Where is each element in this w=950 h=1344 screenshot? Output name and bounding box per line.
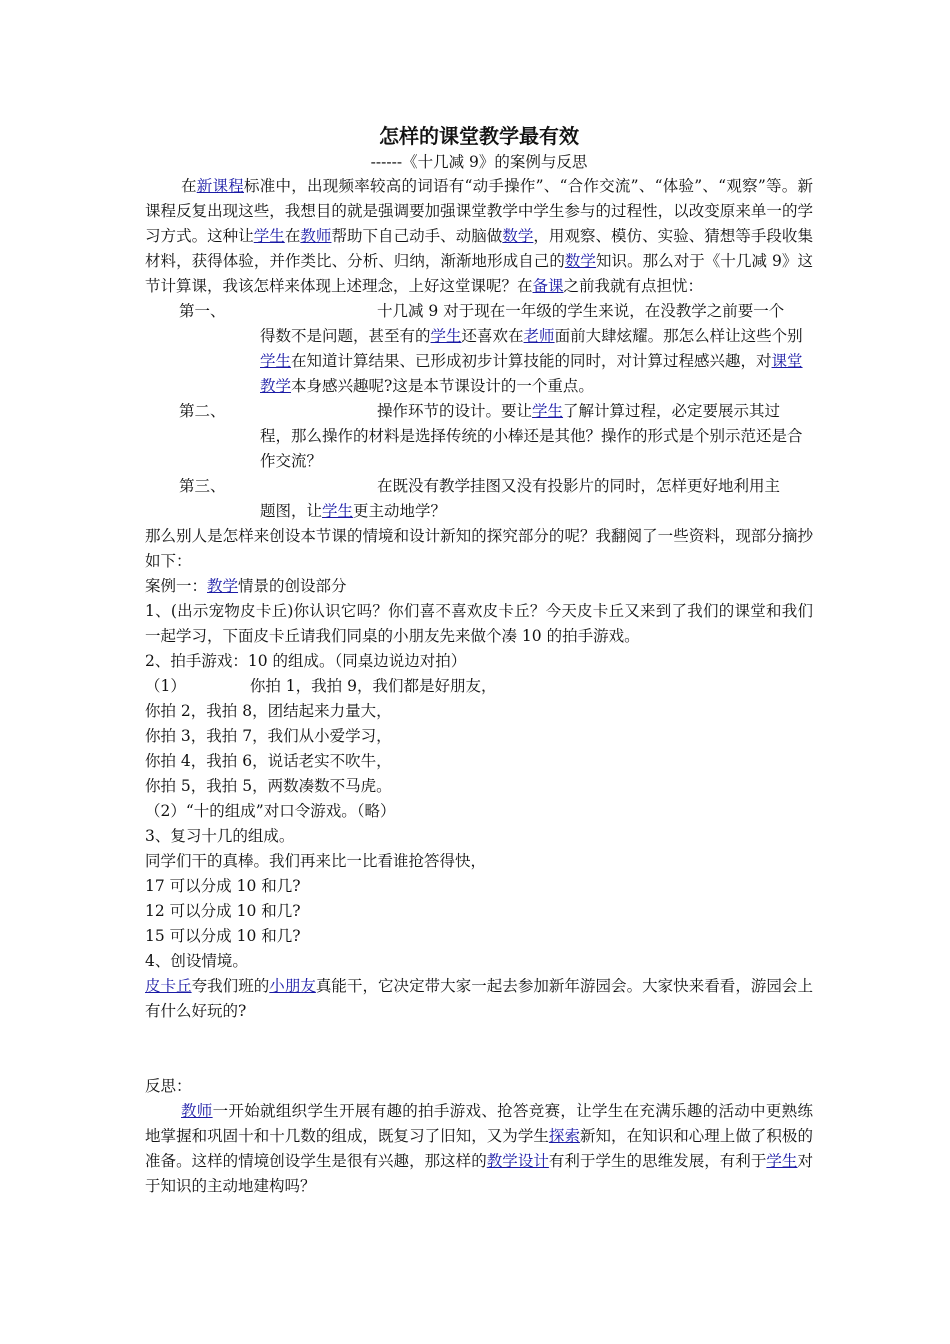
case-q2: 12 可以分成 10 和几?	[145, 902, 301, 920]
link-beike[interactable]: 备课	[532, 277, 564, 295]
link-xuesheng-p3[interactable]: 学生	[322, 502, 354, 520]
intro-paragraph: 在新课程标准中，出现频率较高的词语有“动手操作”、“合作交流”、“体验”、“观察”等。新课程反复出现这些，我想目的就是强调要加强课堂教学中学生参与的过程性，以改变原来单一的学习方式。这种让学生在教师帮助下自己动手、动脑做数学，用观察、模仿、实验、猜想等手段收集材料，获得体验，并作类比、分析、归纳，渐渐地形成自己的数学知识。那么对于《十几减 9》这节计算课，我该怎样来体现上述理念，上好这堂课呢？在备课之前我就有点担忧：	[145, 177, 813, 295]
document-title: 怎样的课堂教学最有效	[379, 124, 579, 148]
link-xuesheng-p1[interactable]: 学生	[430, 327, 462, 345]
case-praise: 同学们干的真棒。我们再来比一比看谁抢答得快，	[145, 852, 487, 870]
link-pikaqiu[interactable]: 皮卡丘	[145, 977, 192, 995]
link-laoshi[interactable]: 老师	[523, 327, 555, 345]
case-q3: 15 可以分成 10 和几?	[145, 927, 301, 945]
point-one	[145, 299, 813, 399]
case-heading: 案例一：教学情景的创设部分	[145, 577, 347, 595]
case-game-2: （2）“十的组成”对口令游戏。（略）	[145, 802, 396, 820]
link-shuxue[interactable]: 数学	[502, 227, 534, 245]
link-xinkecheng[interactable]: 新课程	[196, 177, 244, 195]
link-xuesheng[interactable]: 学生	[253, 227, 285, 245]
document-subtitle: ------《十几减 9》的案例与反思	[370, 153, 588, 171]
case-scene: 皮卡丘夸我们班的小朋友真能干，它决定带大家一起去参加新年游园会。大家快来看看，游园会上有什么好玩的?	[145, 977, 813, 1020]
link-ketang-jiaoxue[interactable]: 课堂教学	[260, 352, 803, 395]
case-rhyme-2: 你拍 2，我拍 8，团结起来力量大，	[145, 702, 392, 720]
point-one-label: 第一、	[179, 302, 226, 320]
link-jiaoshi-r[interactable]: 教师	[181, 1102, 213, 1120]
case-q1: 17 可以分成 10 和几?	[145, 877, 301, 895]
link-shuxue-2[interactable]: 数学	[564, 252, 596, 270]
reflection-heading: 反思：	[145, 1077, 192, 1095]
case-item-4: 4、创设情境。	[145, 952, 248, 970]
point-three	[145, 474, 813, 524]
case-rhyme-5: 你拍 5，我拍 5，两数凑数不马虎。	[145, 777, 392, 795]
point-one-text: 十几减 9 对于现在一年级的学生来说，在没教学之前要一个 得数不是问题，甚至有的学生还喜欢在老师面前大肆炫耀。那怎么样让这些个别学生在知道计算结果、已形成初步计算技能的同时，对计算过程感兴趣，对课堂教学本身感兴趣呢?这是本节课设计的一个重点。	[260, 302, 803, 395]
link-tansuo[interactable]: 探索	[548, 1127, 580, 1145]
link-jiaoshi[interactable]: 教师	[300, 227, 332, 245]
case-item-3: 3、复习十几的组成。	[145, 827, 295, 845]
point-three-text: 在既没有教学挂图又没有投影片的同时，怎样更好地利用主 题图，让学生更主动地学？	[260, 477, 781, 520]
link-xuesheng-p1b[interactable]: 学生	[260, 352, 292, 370]
point-two-label: 第二、	[179, 402, 226, 420]
point-two	[145, 399, 813, 474]
transition-paragraph: 那么别人是怎样来创设本节课的情境和设计新知的探究部分的呢？我翻阅了一些资料，现部分摘抄如下：	[145, 527, 813, 570]
reflection-paragraph: 教师一开始就组织学生开展有趣的拍手游戏、抢答竞赛，让学生在充满乐趣的活动中更熟练地掌握和巩固十和十几数的组成，既复习了旧知，又为学生探索新知，在知识和心理上做了积极的准备。这样的情境创设学生是很有兴趣，那这样的教学设计有利于学生的思维发展，有利于学生对于知识的主动地建构吗？	[145, 1102, 813, 1195]
case-item-1: 1、(出示宠物皮卡丘)你认识它吗？你们喜不喜欢皮卡丘？今天皮卡丘又来到了我们的课堂和我们一起学习，下面皮卡丘请我们同桌的小朋友先来做个凑 10 的拍手游戏。	[145, 602, 813, 645]
point-three-label: 第三、	[179, 477, 226, 495]
case-rhyme-1: （1） 你拍 1，我拍 9，我们都是好朋友，	[145, 677, 497, 695]
link-jiaoxue-sheji[interactable]: 教学设计	[486, 1152, 549, 1170]
document-body	[145, 120, 813, 1199]
link-xuesheng-r[interactable]: 学生	[766, 1152, 798, 1170]
point-two-text: 操作环节的设计。要让学生了解计算过程，必定要展示其过 程，那么操作的材料是选择传统的小棒还是其他？操作的形式是个别示范还是合作交流？	[260, 402, 803, 470]
case-rhyme-3: 你拍 3，我拍 7，我们从小爱学习，	[145, 727, 392, 745]
case-item-2: 2、拍手游戏：10 的组成。（同桌边说边对拍）	[145, 652, 467, 670]
link-xiaopengyou[interactable]: 小朋友	[269, 977, 316, 995]
link-jiaoxue[interactable]: 教学	[207, 577, 239, 595]
case-rhyme-4: 你拍 4，我拍 6，说话老实不吹牛，	[145, 752, 392, 770]
link-xuesheng-p2[interactable]: 学生	[532, 402, 564, 420]
